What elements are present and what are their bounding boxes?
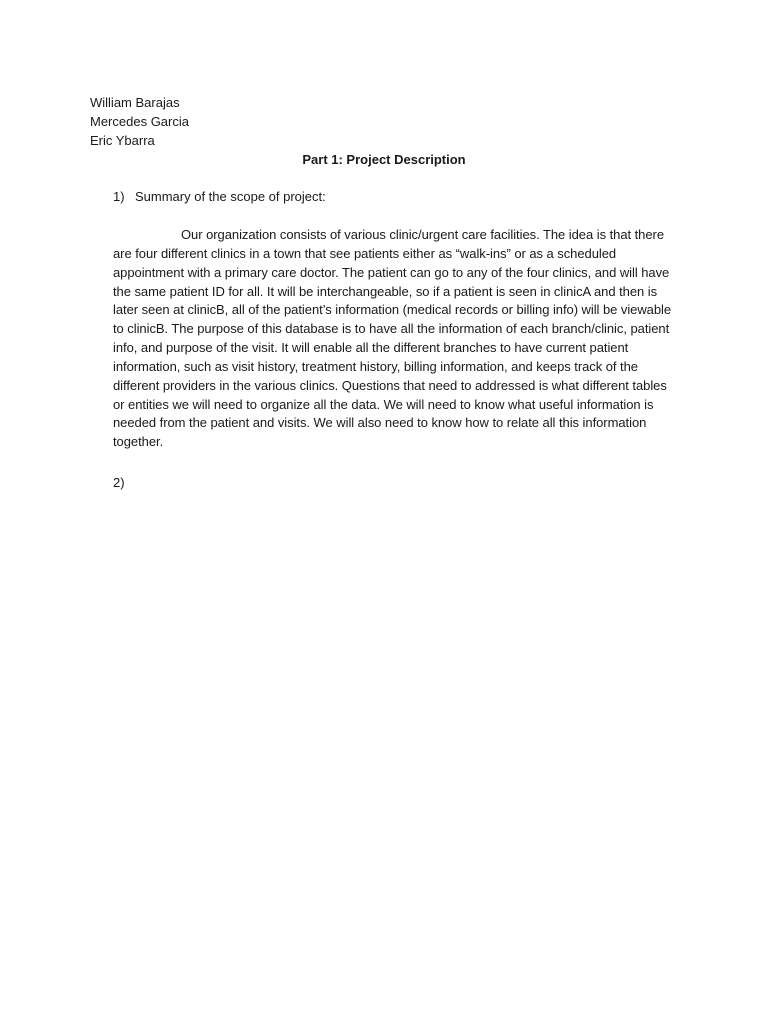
section-1-body: Our organization consists of various clinic/urgent care facilities. The idea is that there are four different clinics in a town that see patients either as “walk-ins” or as a scheduled appointment with a primary care doctor. The patient can go to any of the four clinics, and will have the same patient ID for all. It will be interchangeable, so if a patient is seen in clinicA and then is later seen at clinicB, all of the patient’s information (medical records or billing info) will be viewable to clinicB. The purpose of this database is to have all the information of each branch/clinic, patient info, and purpose of the visit. It will enable all the different branches to have current patient information, such as visit history, treatment history, billing information, and keeps track of the different providers in the various clinics. Questions that need to addressed is what different tables or entities we will need to organize all the data. We will need to know what useful information is needed from the patient and visits. We will also need to know how to relate all this information together. [113,227,672,450]
section-1-number: 1) [113,189,125,204]
author-name: Eric Ybarra [90,133,155,148]
author-list [90,93,189,150]
section-1-heading [113,187,326,206]
author-name: Mercedes Garcia [90,114,189,129]
section-1-heading-text: Summary of the scope of project: [135,189,326,204]
author-name: William Barajas [90,95,180,110]
section-2-number: 2) [113,475,125,490]
document-title [0,150,768,169]
document-title-text: Part 1: Project Description [302,152,466,167]
